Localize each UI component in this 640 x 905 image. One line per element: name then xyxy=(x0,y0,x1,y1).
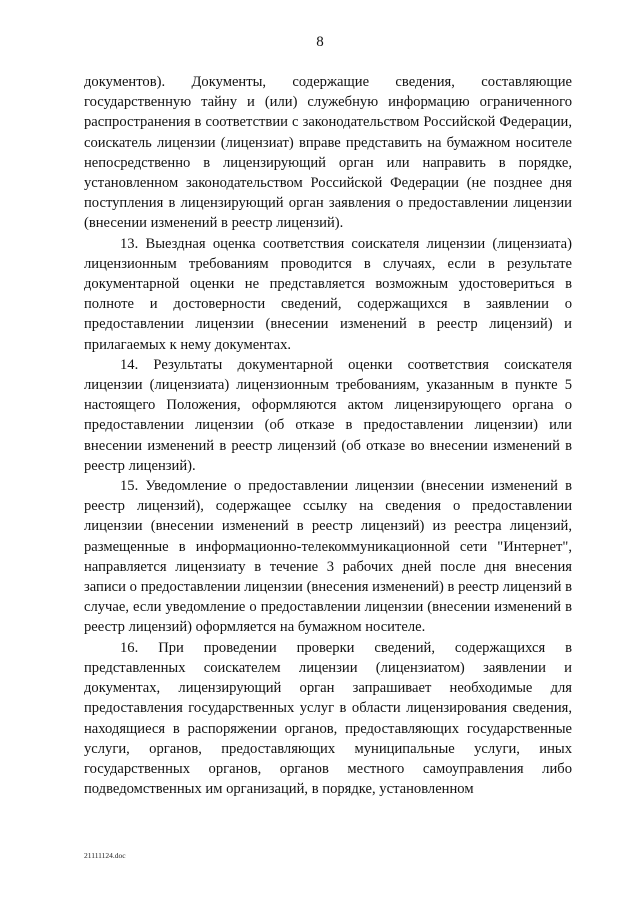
paragraph-continuation: документов). Документы, содержащие сведения, составляющие государственную тайну и (или) служебную информацию ограниченного распространения в соответствии с законодательством Российской Федерации, соискатель лицензии (лицензиат) вправе представить на бумажном носителе непосредственно в лицензирующий орган или направить в порядке, установленном законодательством Российской Федерации (не позднее дня поступления в лицензирующий орган заявления о предоставлении лицензии (внесении изменений в реестр лицензий). xyxy=(84,74,572,232)
document-body xyxy=(84,72,572,799)
paragraph-15: 15. Уведомление о предоставлении лицензии (внесении изменений в реестр лицензий), содержащее ссылку на сведения о предоставлении лицензии (внесении изменений в реестр лицензий) из реестра лицензий, размещенные в информационно-телекоммуникационной сети "Интернет", направляется лицензиату в течение 3 рабочих дней после дня внесения записи о предоставлении лицензии (внесения изменений) в реестр лицензий в случае, если уведомление о предоставлении лицензии (внесении изменений в реестр лицензий) оформляется на бумажном носителе. xyxy=(84,478,572,636)
document-filename: 21111124.doc xyxy=(84,851,126,860)
paragraph-14: 14. Результаты документарной оценки соответствия соискателя лицензии (лицензиата) лицензионным требованиям, указанным в пункте 5 настоящего Положения, оформляются актом лицензирующего органа о предоставлении лицензии (об отказе в предоставлении лицензии) или внесении изменений в реестр лицензий (об отказе во внесении изменений в реестр лицензий). xyxy=(84,356,572,474)
paragraph-16: 16. При проведении проверки сведений, содержащихся в представленных соискателем лицензии (лицензиатом) заявлении и документах, лицензирующий орган запрашивает необходимые для предоставления государственных услуг в области лицензирования сведения, находящиеся в распоряжении органов, предоставляющих государственные услуги, органов, предоставляющих муниципальные услуги, иных государственных органов, органов местного самоуправления либо подведомственных им организаций, в порядке, установленном xyxy=(84,639,572,798)
paragraph-13: 13. Выездная оценка соответствия соискателя лицензии (лицензиата) лицензионным требованиям проводится в случаях, если в результате документарной оценки не представляется возможным удостовериться в полноте и достоверности сведений, содержащихся в заявлении о предоставлении лицензии (внесении изменений в реестр лицензий) и прилагаемых к нему документах. xyxy=(84,235,572,353)
page-number: 8 xyxy=(316,34,324,50)
